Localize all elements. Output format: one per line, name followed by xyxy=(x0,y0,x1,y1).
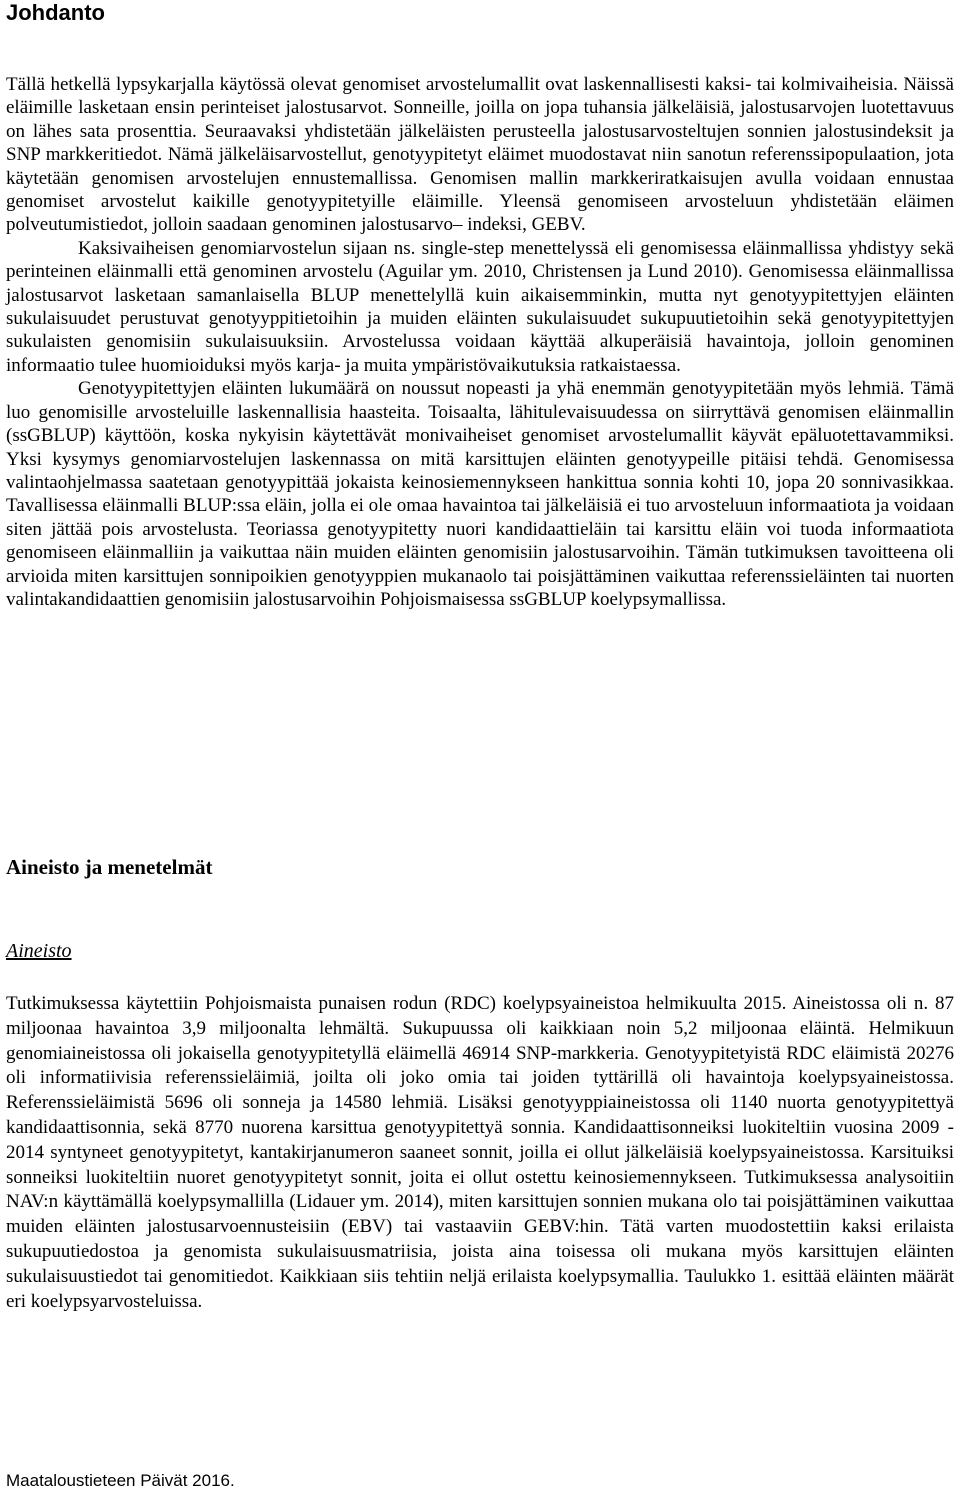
methods-heading: Aineisto ja menetelmät xyxy=(6,855,213,879)
intro-paragraph-2: Kaksivaiheisen genomiarvostelun sijaan ns. single-step menettelyssä eli genomisessa eläinmallissa yhdistyy sekä perinteinen eläinmalli että genominen arvostelu (Aguilar ym. 2010, Christensen ja Lund 2010). Genomisessa eläinmallissa jalostusarvot lasketaan samanlaisella BLUP menettelyllä kuin aikaisemminkin, mutta nyt genotyypitettyjen eläinten sukulaisuudet perustuvat genotyyppitietoihin ja muiden eläinten sukulaisuudet sukupuutietoihin sekä genotyypitettyjen sukulaisten genomisiin sukulaisuuksiin. Arvostelussa voidaan käyttää alkuperäisiä havaintoja, jolloin genominen informaatio tulee huomioiduksi myös karja- ja muita ympäristövaikutuksia ratkaistaessa. xyxy=(6,237,954,376)
intro-heading: Johdanto xyxy=(6,0,105,25)
aineisto-body xyxy=(6,992,954,1314)
intro-body xyxy=(6,73,954,611)
intro-paragraph-3: Genotyypitettyjen eläinten lukumäärä on noussut nopeasti ja yhä enemmän genotyypitetään myös lehmiä. Tämä luo genomisille arvosteluille laskennallisia haasteita. Toisaalta, lähitulevaisuudessa on siirryttävä genomisen eläinmallin (ssGBLUP) käyttöön, koska nykyisin käytettävät monivaiheiset genomiset arvostelumallit käyvät epäluotettavammiksi. Yksi kysymys genomiarvostelujen laskennassa on mitä karsittujen eläinten genotyypeille pitäisi tehdä. Genomisessa valintaohjelmassa saatetaan genotyypittää jokaista keinosiemennykseen hankittua sonnia kohti 10, jopa 20 sonnivasikkaa. Tavallisessa eläinmalli BLUP:ssa eläin, jolla ei ole omaa havaintoa tai jälkeläisiä ei tuo arvosteluun informaatiota ja voidaan siten jättää pois arvostelusta. Teoriassa genotyypitetty nuori kandidaattieläin tai karsittu eläin voi tuoda informaatiota genomiseen eläinmalliin ja vaikuttaa näin muiden eläinten genomisiin jalostusarvoihin. Tämän tutkimuksen tavoitteena oli arvioida miten karsittujen sonnipoikien genotyyppien mukanaolo tai poisjättäminen vaikuttaa referenssieläinten tai nuorten valintakandidaattien genomisiin jalostusarvoihin Pohjoismaisessa ssGBLUP koelypsymallissa. xyxy=(6,378,954,610)
page-footer: Maataloustieteen Päivät 2016. xyxy=(6,1471,235,1490)
aineisto-paragraph: Tutkimuksessa käytettiin Pohjoismaista punaisen rodun (RDC) koelypsyaineistoa helmikuulta 2015. Aineistossa oli n. 87 miljoonaa havaintoa 3,9 miljoonalta lehmältä. Sukupuussa oli kaikkiaan noin 5,2 miljoonaa eläintä. Helmikuun genomiaineistossa oli jokaisella genotyypitetyllä eläimellä 46914 SNP-markkeria. Genotyypitetyistä RDC eläimistä 20276 oli informatiivisia referenssieläimiä, joilta oli joko omia tai joiden tyttärillä oli havaintoja koelypsyaineistossa. Referenssieläimistä 5696 oli sonneja ja 14580 lehmiä. Lisäksi genotyyppiaineistossa oli 1140 nuorta genotyypitettyä kandidaattisonnia, sekä 8770 nuorena karsittua genotyypitettyä sonnia. Kandidaattisonneiksi luokiteltiin vuosina 2009 - 2014 syntyneet genotyypitetyt, kantakirjanumeron saaneet sonnit, joilla ei ollut jälkeläisiä koelypsyaineistossa. Karsituiksi sonneiksi luokiteltiin nuoret genotyypitetyt sonnit, joita ei ollut ostettu keinosiemennykseen. Tutkimuksessa analysoitiin NAV:n käyttämällä koelypsymallilla (Lidauer ym. 2014), miten karsittujen sonnien mukana olo tai poisjättäminen vaikuttaa muiden eläinten jalostusarvoennusteisiin (EBV) tai vastaaviin GEBV:hin. Tätä varten muodostettiin kaksi erilaista sukupuutiedostoa ja genomista sukulaisuusmatriisia, joista aina toisessa oli mukana myös karsittujen eläinten sukulaisuustiedot tai genomitiedot. Kaikkiaan siis tehtiin neljä erilaista koelypsymallia. Taulukko 1. esittää eläinten määrät eri koelypsyarvosteluissa. xyxy=(6,993,954,1312)
aineisto-subheading: Aineisto xyxy=(6,940,72,962)
intro-paragraph-1: Tällä hetkellä lypsykarjalla käytössä olevat genomiset arvostelumallit ovat laskennallisesti kaksi- tai kolmivaiheisia. Näissä eläimille lasketaan ensin perinteiset jalostusarvot. Sonneille, joilla on jopa tuhansia jälkeläisiä, jalostusarvojen luotettavuus on lähes sata prosenttia. Seuraavaksi yhdistetään jälkeläisten perusteella jalostusarvosteltujen sonnien jalostusindeksit ja SNP markkeritiedot. Nämä jälkeläisarvostellut, genotyypitetyt eläimet muodostavat niin sanotun referenssipopulaation, jota käytetään genomisen arvostelujen ennustemallissa. Genomisen mallin markkeriratkaisujen avulla voidaan ennustaa genomiset arvostelut kaikille genotyypitetyille eläimille. Yleensä genomiseen arvosteluun yhdistetään eläimen polveutumistiedot, jolloin saadaan genominen jalostusarvo– indeksi, GEBV. xyxy=(6,74,954,236)
